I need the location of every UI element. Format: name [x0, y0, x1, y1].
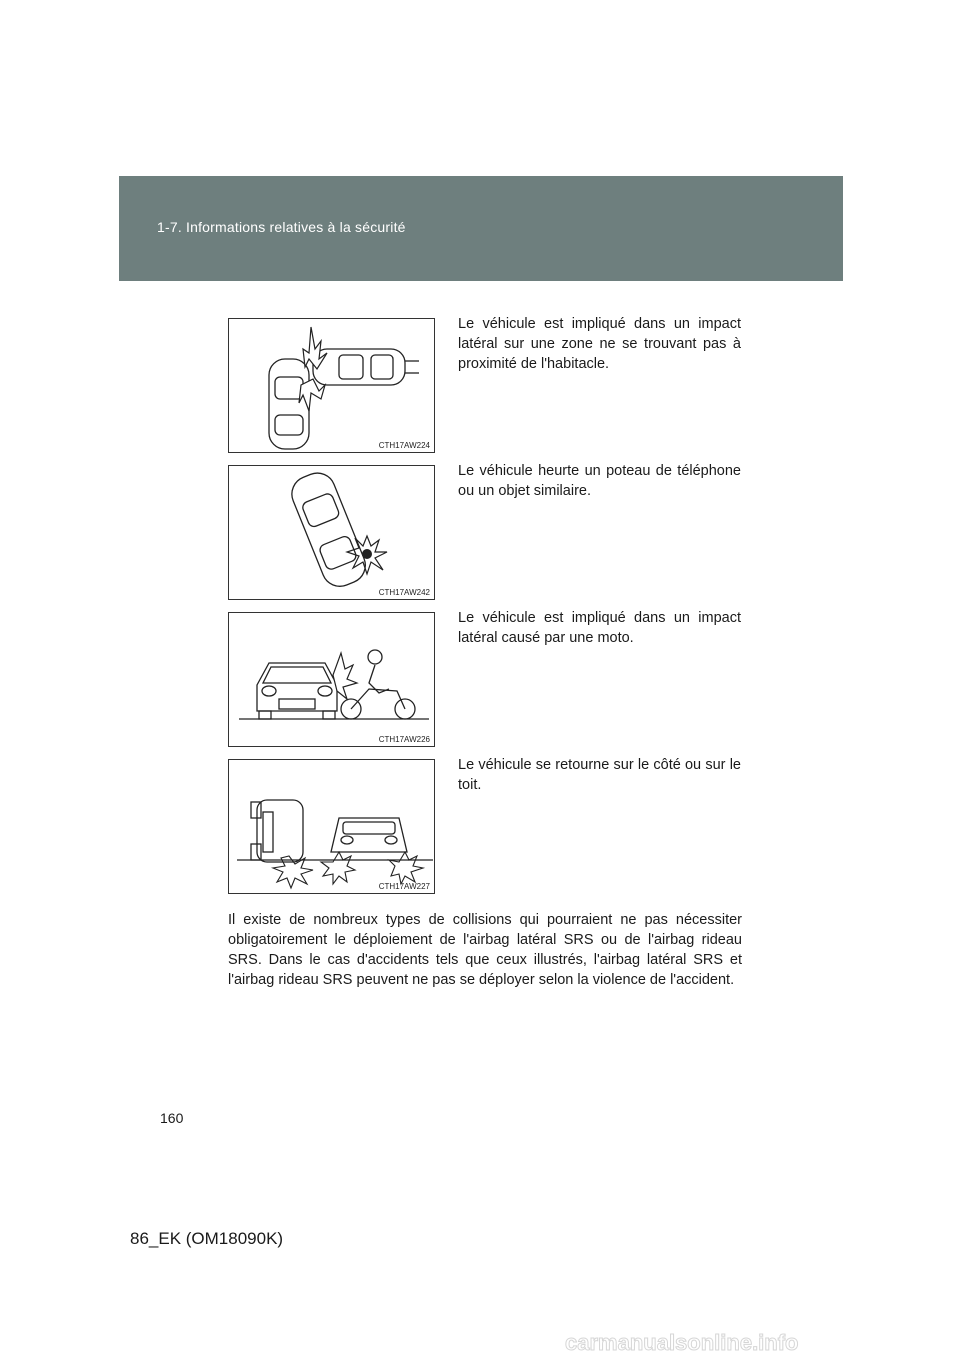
figure-code: CTH17AW242 — [378, 588, 430, 597]
figure-side-impact-away-cabin — [228, 318, 435, 453]
section-title: 1-7. Informations relatives à la sécurité — [157, 219, 406, 235]
body-paragraph: Il existe de nombreux types de collisions qui pourraient ne pas nécessiter obligatoirement le déploiement de l'airbag latéral SRS ou de l'airbag rideau SRS. Dans le cas d'accidents tels que ceux illustrés, l'airbag latéral SRS et l'airbag rideau SRS peuvent ne pas se déployer selon la violence de l'accident. — [228, 912, 742, 988]
figure-caption: Le véhicule est impliqué dans un impact latéral sur une zone ne se trouvant pas à proximité de l'habitacle. — [458, 316, 741, 372]
motorcycle-impact-illustration — [229, 613, 436, 748]
figure-caption: Le véhicule est impliqué dans un impact latéral causé par une moto. — [458, 610, 741, 646]
figure-caption: Le véhicule heurte un poteau de téléphone ou un objet similaire. — [458, 463, 741, 499]
section-header-band — [119, 176, 843, 281]
figure-code: CTH17AW224 — [378, 441, 430, 450]
figure-code: CTH17AW226 — [378, 735, 430, 744]
footer-code: 86_EK (OM18090K) — [130, 1229, 284, 1248]
svg-text:carmanualsonline.info: carmanualsonline.info — [565, 1330, 799, 1355]
watermark-logo — [565, 1326, 960, 1358]
rollover-illustration — [229, 760, 436, 895]
page-number: 160 — [160, 1110, 184, 1126]
side-impact-illustration — [229, 319, 436, 454]
figure-rollover — [228, 759, 435, 894]
figure-code: CTH17AW227 — [378, 882, 430, 891]
figure-caption: Le véhicule se retourne sur le côté ou sur le toit. — [458, 757, 741, 793]
figure-motorcycle-impact — [228, 612, 435, 747]
figure-pole-impact — [228, 465, 435, 600]
pole-impact-illustration — [229, 466, 436, 601]
